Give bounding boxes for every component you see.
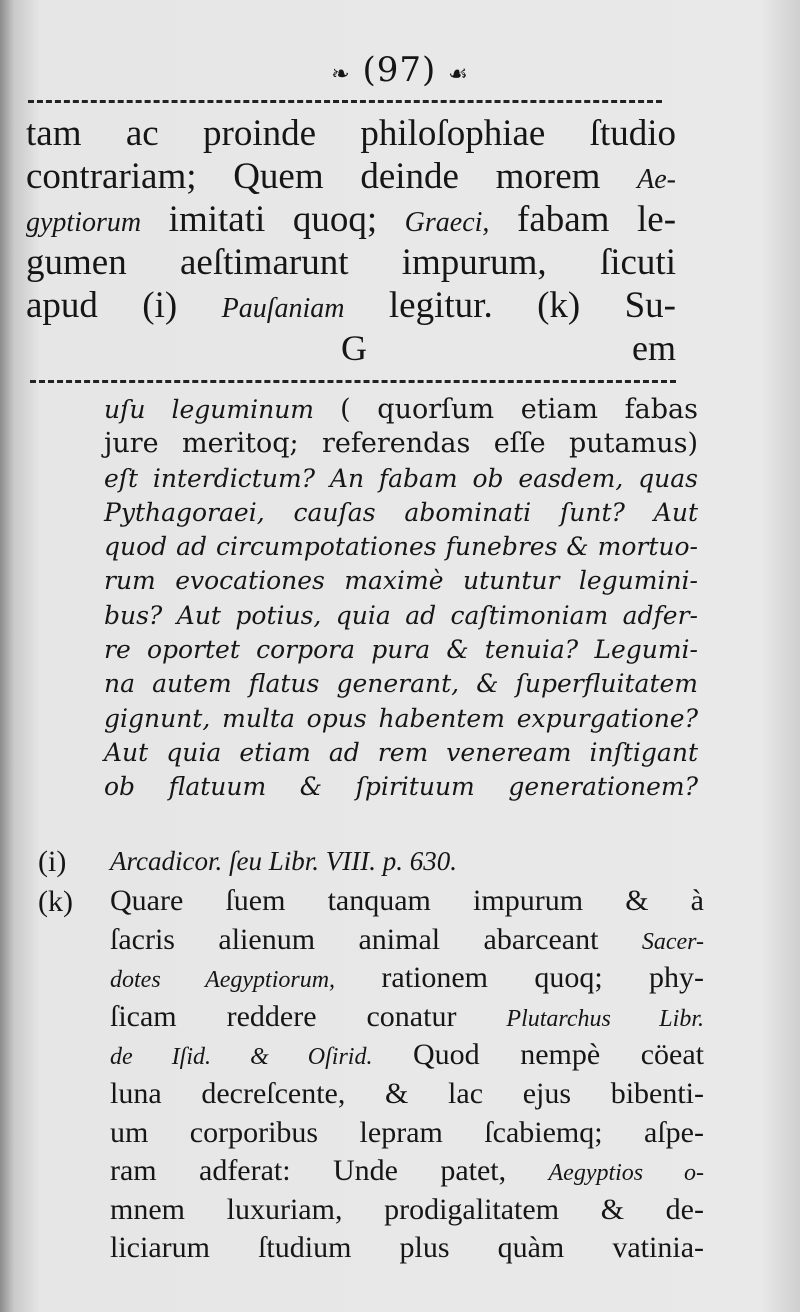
signature-line	[26, 327, 676, 373]
note-line: bus? Aut potius, quia ad caſtimoniam adfer-	[104, 600, 698, 630]
note-line: eſt interdictum? An fabam ob easdem, quas	[104, 463, 698, 493]
footnote-line	[110, 1036, 704, 1075]
note-line: re oportet corpora pura & tenuia? Legumi-	[104, 635, 698, 665]
italic-span: Pauſaniam	[221, 293, 345, 324]
text-span: ram adferat: Unde patet,	[110, 1154, 507, 1188]
note-line: Aut quia etiam ad rem veneream inſtigant	[104, 737, 698, 767]
header-rule	[28, 100, 662, 103]
page-header	[0, 50, 800, 90]
footnote-line: liciarum ſtudium plus quàm vatinia-	[110, 1231, 704, 1265]
footnote-line: Quare ſuem tanquam impurum & à	[110, 884, 704, 917]
main-text	[26, 112, 676, 373]
footnote-line	[110, 921, 704, 960]
footnote-line: luna decreſcente, & lac ejus bibenti-	[110, 1076, 704, 1110]
text-line	[26, 155, 676, 198]
text-span: Quod nempè cöeat	[413, 1038, 704, 1072]
note-line: gignunt, multa opus habentem expurgatione?	[104, 703, 698, 733]
note-line: rum evocationes maximè utuntur legumini-	[104, 566, 698, 596]
text-span: ſicam reddere conatur	[110, 999, 457, 1033]
text-span: legitur. (k) Su-	[388, 285, 677, 326]
signature-mark: G	[341, 328, 367, 368]
italic-span: Graeci,	[404, 207, 490, 238]
footnote-marker: (i)	[38, 845, 67, 878]
footnote-line: mnem luxuriam, prodigalitatem & de-	[110, 1192, 704, 1226]
text-line: gumen aeſtimarunt impurum, ſicuti	[26, 242, 676, 283]
catchword: em	[632, 328, 676, 368]
italic-span: uſu leguminum	[104, 395, 315, 424]
text-span: apud (i)	[26, 285, 178, 326]
note-line: ob flatuum & ſpirituum generationem?	[104, 772, 698, 802]
footnote-line	[110, 959, 704, 998]
footnote-marker: (k)	[38, 885, 73, 918]
text-line: tam ac proinde philoſophiae ſtudio	[26, 113, 676, 154]
text-span: fabam le-	[517, 199, 677, 240]
text-line	[26, 284, 676, 327]
italic-span: Plutarchus Libr.	[506, 1005, 704, 1032]
ornament-right-icon: ☙	[448, 62, 469, 87]
text-span: ( quorſum etiam fabas	[340, 394, 698, 425]
footnote-i	[38, 842, 704, 882]
footnote-line: um corporibus lepram ſcabiemq; aſpe-	[110, 1115, 704, 1149]
page-number: (97)	[362, 50, 437, 90]
note-block	[104, 393, 698, 805]
note-line: na autem flatus generant, & ſuperfluitatem	[104, 669, 698, 699]
text-span: contrariam; Quem deinde morem	[26, 156, 601, 197]
text-line	[26, 198, 676, 241]
text-span: rationem quoq; phy-	[381, 961, 705, 995]
footnote-line	[110, 1152, 704, 1191]
italic-span: de Iſid. & Oſirid.	[110, 1044, 373, 1071]
footnote-line	[110, 998, 704, 1037]
note-line: quod ad circumpotationes funebres & mortuo-	[104, 532, 698, 562]
note-line: Pythagoraei, cauſas abominati ſunt? Aut	[104, 497, 698, 527]
text-span: ſacris alienum animal abarceant	[110, 922, 599, 956]
footnote-rule	[30, 380, 676, 383]
italic-span: gyptiorum	[26, 207, 142, 238]
italic-span: Sacer-	[641, 928, 705, 955]
footnote-k	[38, 882, 704, 1268]
ornament-left-icon: ❧	[331, 62, 351, 87]
footnotes	[38, 842, 704, 1268]
note-line	[104, 393, 698, 427]
italic-span: dotes Aegyptiorum,	[110, 967, 336, 994]
text-span: imitati quoq;	[168, 199, 378, 240]
note-line: jure meritoq; referendas eſſe putamus)	[104, 428, 698, 460]
footnote-line: Arcadicor. ſeu Libr. VIII. p. 630.	[110, 846, 457, 876]
italic-span: Ae-	[637, 164, 676, 195]
italic-span: Aegyptios o-	[548, 1160, 704, 1187]
